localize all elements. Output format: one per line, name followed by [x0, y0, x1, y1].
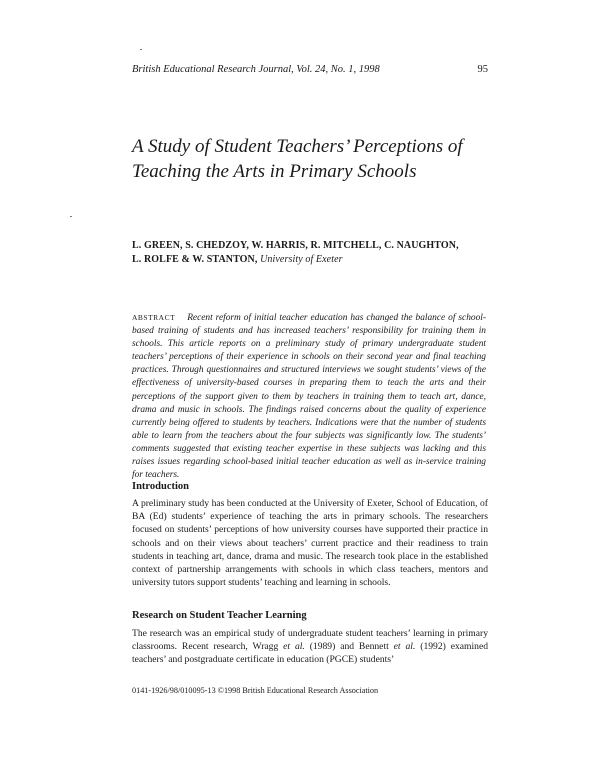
abstract [132, 311, 486, 482]
authors-line-1: L. GREEN, S. CHEDZOY, W. HARRIS, R. MITCHELL, C. NAUGHTON, [132, 240, 459, 251]
scan-speck [140, 49, 142, 50]
research-paragraph [132, 627, 488, 667]
article-title [132, 134, 502, 184]
title-line-1: A Study of Student Teachers’ Perceptions of [132, 136, 463, 157]
section-heading-research: Research on Student Teacher Learning [132, 610, 307, 621]
affiliation: University of Exeter [260, 254, 343, 265]
journal-citation: British Educational Research Journal, Vol. 24, No. 1, 1998 [132, 64, 380, 75]
research-text-2: (1989) and Bennett [304, 641, 394, 653]
abstract-label: ABSTRACT [132, 313, 176, 322]
scan-speck [70, 216, 72, 217]
author-list [132, 239, 492, 267]
research-text-3: (1992) examined teachers’ and postgraduate certificate in education (PGCE) students’ [132, 641, 489, 666]
copyright-footer: 0141-1926/98/010095-13 ©1998 British Educational Research Association [132, 686, 379, 695]
authors-line-2: L. ROLFE & W. STANTON, [132, 254, 258, 265]
title-line-2: Teaching the Arts in Primary Schools [132, 161, 417, 182]
research-etal-1: et al. [283, 641, 305, 653]
running-header [132, 64, 488, 75]
research-text-1: The research was an empirical study of undergraduate student teachers’ learning in primary classrooms. Recent research, Wragg [132, 628, 488, 653]
introduction-paragraph: A preliminary study has been conducted at the University of Exeter, School of Education, of BA (Ed) students’ experience of teaching the arts in primary schools. The researchers focused on students’ perceptions of how university courses have supported their practice in schools and on their views about teachers’ current practice and their readiness to train students in teaching art, dance, drama and music. The research took place in the established context of partnership arrangements with schools in which class teachers, mentors and university tutors support students’ teaching and learning in schools. [132, 498, 488, 589]
abstract-text: Recent reform of initial teacher education has changed the balance of school-based training of students and has increased teachers’ responsibility for training them in schools. This article reports on a preliminary study of primary undergraduate student teachers’ perceptions of their experience in schools on their second year and final teaching practices. Through questionnaires and structured interviews we sought students’ views of the effectiveness of university-based courses in preparing them to teach the arts and their perceptions of the support given to them by teachers in training them to teach art, dance, drama and music in schools. The findings raised concerns about the quality of experience currently being offered to students by teachers. Indications were that the number of students able to learn from the teachers about the four subjects was significantly low. The students’ comments suggested that existing teacher expertise in these subjects was lacking and this raises issues regarding school-based initial teacher education as well as in-service training for teachers. [132, 313, 486, 481]
research-etal-2: et al. [393, 641, 416, 653]
page-number: 95 [477, 64, 488, 75]
section-heading-introduction: Introduction [132, 481, 189, 492]
